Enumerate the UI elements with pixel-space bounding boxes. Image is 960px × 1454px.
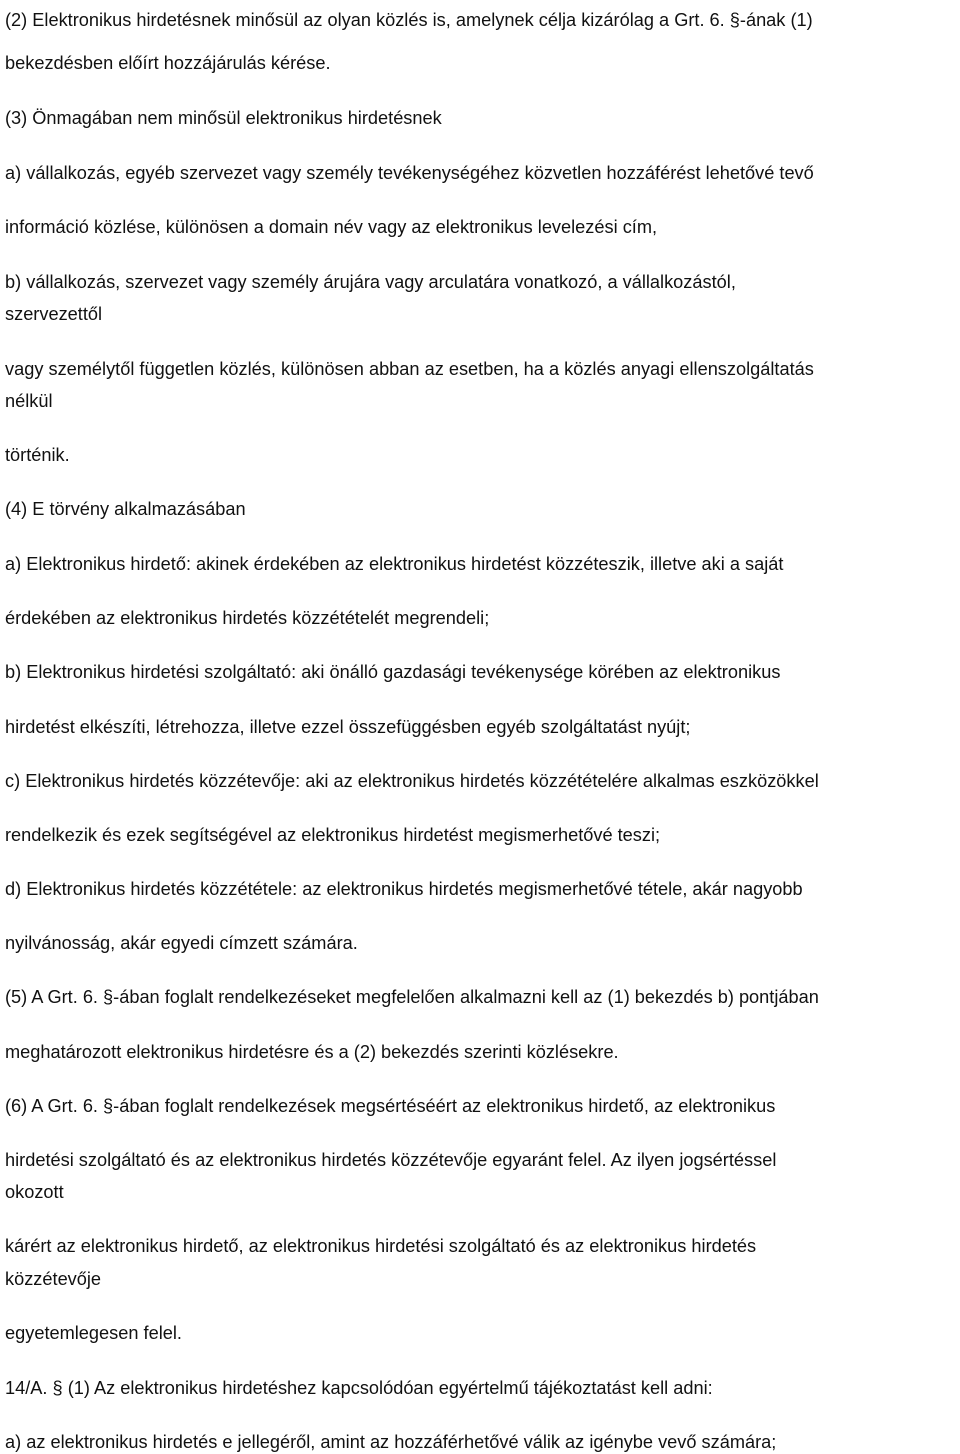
- paragraph-6-line-4: kárért az elektronikus hirdető, az elektronikus hirdetési szolgáltató és az elektronikus hirdetés: [5, 1236, 757, 1256]
- paragraph-3-heading: (3) Önmagában nem minősül elektronikus hirdetésnek: [5, 108, 442, 128]
- paragraph-2-line-2: bekezdésben előírt hozzájárulás kérése.: [5, 53, 331, 73]
- point-4a-line-2: érdekében az elektronikus hirdetés közzétételét megrendeli;: [5, 608, 490, 628]
- paragraph-4-heading: (4) E törvény alkalmazásában: [5, 499, 246, 519]
- paragraph-5-line-2: meghatározott elektronikus hirdetésre és a (2) bekezdés szerinti közlésekre.: [5, 1042, 619, 1062]
- point-3b-line-2: szervezettől: [5, 304, 103, 324]
- paragraph-5-line-1: (5) A Grt. 6. §-ában foglalt rendelkezéseket megfelelően alkalmazni kell az (1) bekezdés b) pontjában: [5, 987, 819, 1007]
- paragraph-6-line-2: hirdetési szolgáltató és az elektronikus hirdetés közzétevője egyaránt felel. Az ilyen jogsértéssel: [5, 1150, 777, 1170]
- section-14a-heading: 14/A. § (1) Az elektronikus hirdetéshez kapcsolódóan egyértelmű tájékoztatást kell adni:: [5, 1378, 713, 1398]
- point-3a-line-1: a) vállalkozás, egyéb szervezet vagy személy tevékenységéhez közvetlen hozzáférést lehetővé tevő: [5, 163, 814, 183]
- point-4c-line-2: rendelkezik és ezek segítségével az elektronikus hirdetést megismerhetővé teszi;: [5, 825, 661, 845]
- point-4d-line-2: nyilvánosság, akár egyedi címzett számára.: [5, 933, 358, 953]
- point-3b-line-5: történik.: [5, 445, 70, 465]
- point-4d-line-1: d) Elektronikus hirdetés közzététele: az elektronikus hirdetés megismerhetővé tétele, akár nagyobb: [5, 879, 803, 899]
- point-4a-line-1: a) Elektronikus hirdető: akinek érdekében az elektronikus hirdetést közzéteszik, illetve aki a saját: [5, 554, 784, 574]
- point-3b-line-1: b) vállalkozás, szervezet vagy személy árujára vagy arculatára vonatkozó, a vállalkozástól,: [5, 272, 736, 292]
- paragraph-6-line-6: egyetemlegesen felel.: [5, 1323, 182, 1343]
- paragraph-6-line-5: közzétevője: [5, 1269, 102, 1289]
- paragraph-6-line-3: okozott: [5, 1182, 64, 1202]
- paragraph-6-line-1: (6) A Grt. 6. §-ában foglalt rendelkezések megsértéséért az elektronikus hirdető, az elektronikus: [5, 1096, 776, 1116]
- paragraph-2-line-1: (2) Elektronikus hirdetésnek minősül az olyan közlés is, amelynek célja kizárólag a Grt. 6. §-ának (1): [5, 10, 813, 30]
- point-4b-line-1: b) Elektronikus hirdetési szolgáltató: aki önálló gazdasági tevékenysége körében az elektronikus: [5, 662, 781, 682]
- point-4c-line-1: c) Elektronikus hirdetés közzétevője: aki az elektronikus hirdetés közzétételére alkalmas eszközökkel: [5, 771, 819, 791]
- point-3b-line-4: nélkül: [5, 391, 53, 411]
- point-3a-line-2: információ közlése, különösen a domain név vagy az elektronikus levelezési cím,: [5, 217, 658, 237]
- section-14a-point-a: a) az elektronikus hirdetés e jellegéről, amint az hozzáférhetővé válik az igénybe vevő számára;: [5, 1432, 777, 1452]
- point-4b-line-2: hirdetést elkészíti, létrehozza, illetve ezzel összefüggésben egyéb szolgáltatást nyújt;: [5, 717, 691, 737]
- point-3b-line-3: vagy személytől független közlés, különösen abban az esetben, ha a közlés anyagi ellenszolgáltatás: [5, 359, 814, 379]
